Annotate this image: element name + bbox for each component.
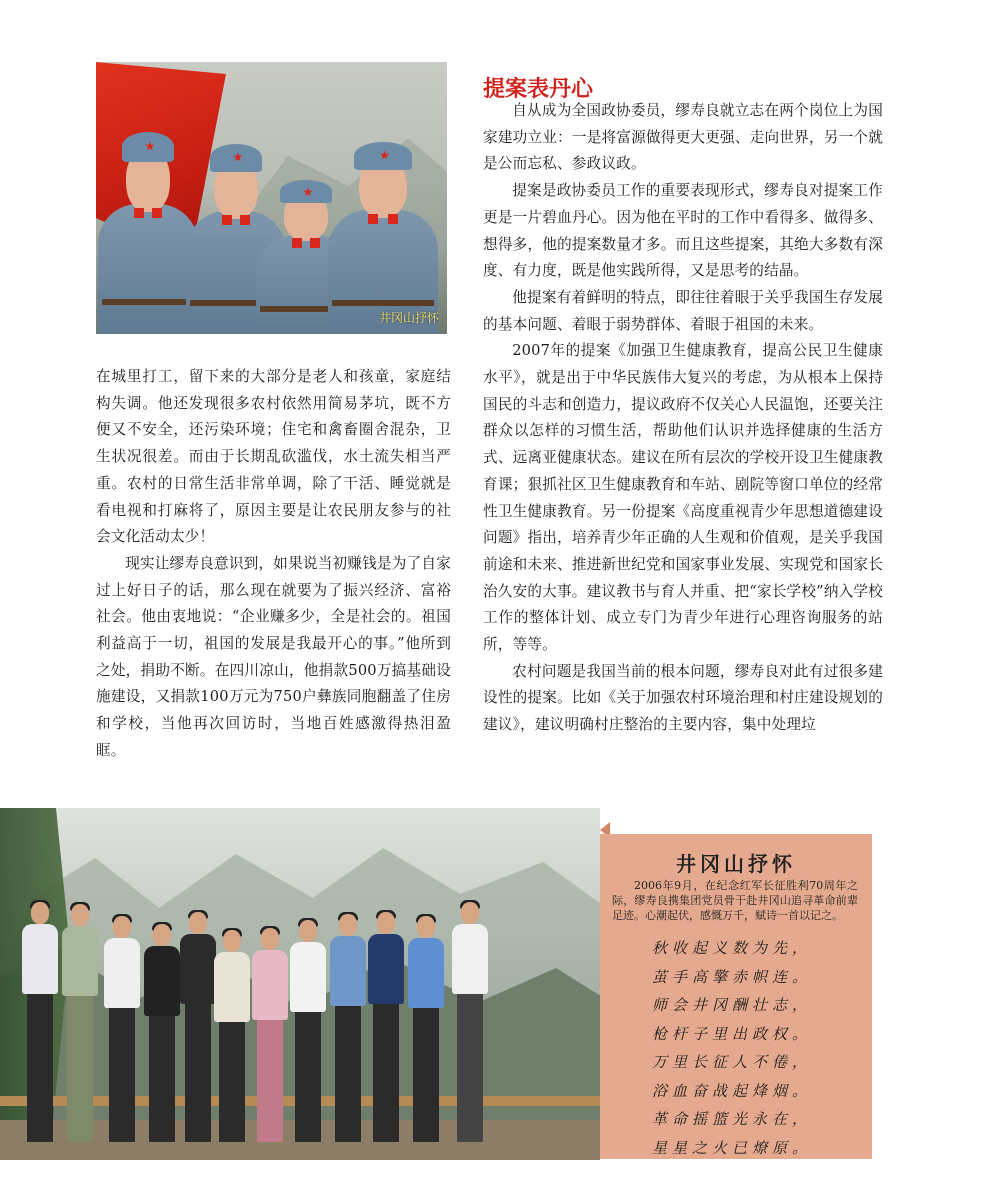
poem-line: 枪杆子里出政权。 (652, 1024, 813, 1043)
paragraph: 2007年的提案《加强卫生健康教育，提高公民卫生健康水平》，就是出于中华民族伟大复兴的考虑，为从根本上保持国民的斗志和创造力，提议政府不仅关心人民温饱，还要关注群众以怎样的习惯生活，帮助他们认识并选择健康的生活方式、远离亚健康状态。建议在所有层次的学校开设卫生健康教育课；狠抓社区卫生健康教育和车站、剧院等窗口单位的经常性卫生健康教育。另一份提案《高度重视青少年思想道德建设问题》指出，培养青少年正确的人生观和价值观，是关乎我国前途和未来、推进新世纪党和国家事业发展、实现党和国家长治久安的大事。建议教书与育人并重、把“家长学校”纳入学校工作的整体计划、成立专门为青少年进行心理咨询服务的站所，等等。 (483, 342, 883, 654)
poem-line: 茧手高擎赤帜连。 (652, 967, 813, 986)
article-left-column (96, 364, 451, 765)
photo-person (408, 916, 444, 1142)
poem-line: 秋收起义数为先， (652, 939, 813, 957)
photo-person (214, 930, 250, 1142)
photo-person (104, 916, 140, 1142)
photo-person (330, 914, 366, 1142)
poem-line: 星星之火已燎原。 (652, 1138, 813, 1157)
photo-person (290, 920, 326, 1142)
poem-line: 浴血奋战起烽烟。 (652, 1081, 813, 1100)
photo-person (98, 124, 198, 334)
photo-person (62, 904, 98, 1142)
paragraph: 农村问题是我国当前的根本问题，缪寿良对此有过很多建设性的提案。比如《关于加强农村环境治理和村庄建设规划的建议》，建议明确村庄整治的主要内容，集中处理垃 (483, 662, 883, 734)
photo-caption: 井冈山抒怀 (378, 311, 439, 325)
poem-line: 万里长征人不倦， (652, 1053, 813, 1071)
paragraph: 提案是政协委员工作的重要表现形式，缪寿良对提案工作更是一片碧血丹心。因为他在平时的工作中看得多、做得多、想得多，他的提案数量才多。而且这些提案，其绝大多数有深度、有力度，既是他实践所得，又是思考的结晶。 (483, 182, 883, 280)
poem-line: 革命摇篮光永在， (652, 1110, 813, 1128)
group-photo-jinggangshan (0, 808, 600, 1160)
poem-intro: 2006年9月，在纪念红军长征胜利70周年之际，缪寿良携集团党员骨干赴井冈山追寻革命前辈足迹。心潮起伏，感慨万千，赋诗一首以记之。 (612, 879, 858, 922)
paragraph: 在城里打工，留下来的大部分是老人和孩童，家庭结构失调。他还发现很多农村依然用简易茅坑，既不方便又不安全，还污染环境；住宅和禽畜圈舍混杂，卫生状况很差。而由于长期乱砍滥伐，水土流失相当严重。农村的日常生活非常单调，除了干活、睡觉就是看电视和打麻将了，原因主要是让农民朋友参与的社会文化活动太少！ (96, 368, 451, 546)
paragraph: 现实让缪寿良意识到，如果说当初赚钱是为了自家过上好日子的话，那么现在就要为了振兴经济、富裕社会。他由衷地说：“企业赚多少，全是社会的。祖国利益高于一切，祖国的发展是我最开心的事。”他所到之处，捐助不断。在四川凉山，他捐款500万搞基础设施建设，又捐款100万元为750户彝族同胞翻盖了住房和学校，当他再次回访时，当地百姓感激得热泪盈眶。 (96, 554, 451, 759)
paragraph: 自从成为全国政协委员，缪寿良就立志在两个岗位上为国家建功立业：一是将富源做得更大更强、走向世界，另一个就是公而忘私、参政议政。 (483, 102, 883, 173)
top-photo-red-army-uniforms (96, 62, 447, 334)
poem-lines (652, 934, 812, 1162)
section-heading: 提案表丹心 (483, 77, 594, 102)
poem-line: 师会井冈酬壮志， (652, 996, 813, 1014)
photo-person (452, 902, 488, 1142)
photo-person (252, 928, 288, 1142)
photo-person (180, 912, 216, 1142)
article-right-column (483, 98, 883, 739)
poem-title: 井冈山抒怀 (676, 852, 796, 876)
photo-person (328, 134, 438, 334)
poem-box (600, 834, 872, 1159)
photo-person (368, 912, 404, 1142)
photo-person (22, 902, 58, 1142)
photo-person (144, 924, 180, 1142)
paragraph: 他提案有着鲜明的特点，即往往着眼于关乎我国生存发展的基本问题、着眼于弱势群体、着眼于祖国的未来。 (483, 288, 883, 333)
